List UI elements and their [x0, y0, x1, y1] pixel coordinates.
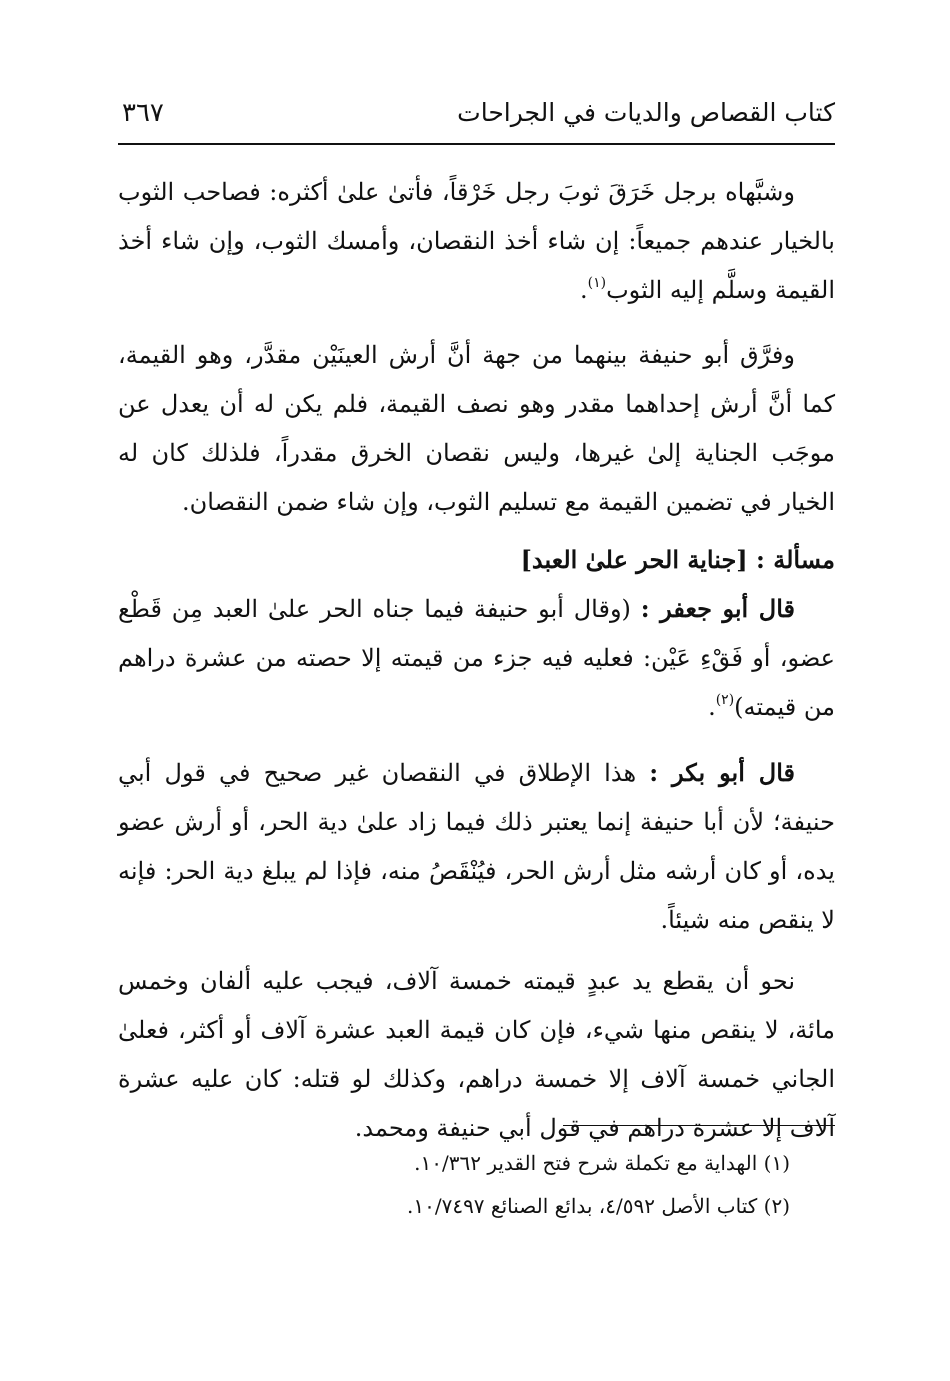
header-rule — [118, 143, 835, 145]
paragraph-1 — [118, 168, 835, 319]
footnote-ref-1: (١) — [587, 275, 607, 291]
section-heading: مسألة : [جناية الحر علىٰ العبد] — [520, 545, 835, 574]
footnote-ref-2: (٢) — [715, 692, 735, 708]
paragraph-4-lead: قال أبو بكر : — [649, 758, 795, 787]
page-number: ٣٦٧ — [122, 98, 164, 128]
footnote-1: (١) الهداية مع تكملة شرح فتح القدير ١٠/٣٦٢. — [414, 1151, 790, 1175]
paragraph-4-text: هذا الإطلاق في النقصان غير صحيح في قول أبي حنيفة؛ لأن أبا حنيفة إنما يعتبر ذلك فيما زاد علىٰ دية الحر، أو أرش عضو يده، أو كان أرشه مثل أرش الحر، فيُنْقَصُ منه، فإذا لم يبلغ دية الحر: فإنه لا ينقص منه شيئاً. — [118, 759, 835, 934]
running-title: كتاب القصاص والديات في الجراحات — [457, 98, 835, 127]
paragraph-5: نحو أن يقطع يد عبدٍ قيمته خمسة آلاف، فيجب عليه ألفان وخمس مائة، لا ينقص منها شيء، فإن كان قيمة العبد عشرة آلاف أو أكثر، فعلىٰ الجاني خمسة آلاف إلا خمسة دراهم، وكذلك لو قتله: كان عليه عشرة آلاف إلا عشرة دراهم في قول أبي حنيفة ومحمد. — [118, 967, 835, 1142]
paragraph-1-text: وشبَّهاه برجل خَرَقَ ثوبَ رجل خَرْقاً، فأتىٰ علىٰ أكثره: فصاحب الثوب بالخيار عندهم جميعاً: إن شاء أخذ النقصان، وأمسك الثوب، وإن شاء أخذ القيمة وسلَّم إليه الثوب — [118, 178, 835, 304]
footnote-2: (٢) كتاب الأصل ٤/٥٩٢، بدائع الصنائع ١٠/٧٤٩٧. — [407, 1194, 790, 1218]
paragraph-2: وفرَّق أبو حنيفة بينهما من جهة أنَّ أرش العينَيْن مقدَّر، وهو القيمة، كما أنَّ أرش إحداهما مقدر وهو نصف القيمة، فلم يكن له أن يعدل عن موجَب الجناية إلىٰ غيرها، وليس نقصان الخرق مقدراً، فلذلك كان له الخيار في تضمين القيمة مع تسليم الثوب، وإن شاء ضمن النقصان. — [118, 341, 835, 516]
paragraph-3-text: (وقال أبو حنيفة فيما جناه الحر علىٰ العبد مِن قَطْع عضو، أو فَقْءِ عَيْن: فعليه فيه جزء من قيمته إلا حصته من عشرة دراهم من قيمته) — [118, 595, 835, 721]
paragraph-4 — [118, 748, 835, 945]
footnote-rule — [563, 1125, 835, 1126]
footnotes — [118, 1142, 790, 1228]
paragraph-3 — [118, 584, 835, 736]
page-header — [118, 96, 835, 140]
paragraph-3-lead: قال أبو جعفر : — [640, 594, 795, 623]
paragraph-1-end: . — [579, 276, 588, 304]
page-body — [118, 168, 835, 1153]
paragraph-3-end: . — [708, 693, 716, 721]
